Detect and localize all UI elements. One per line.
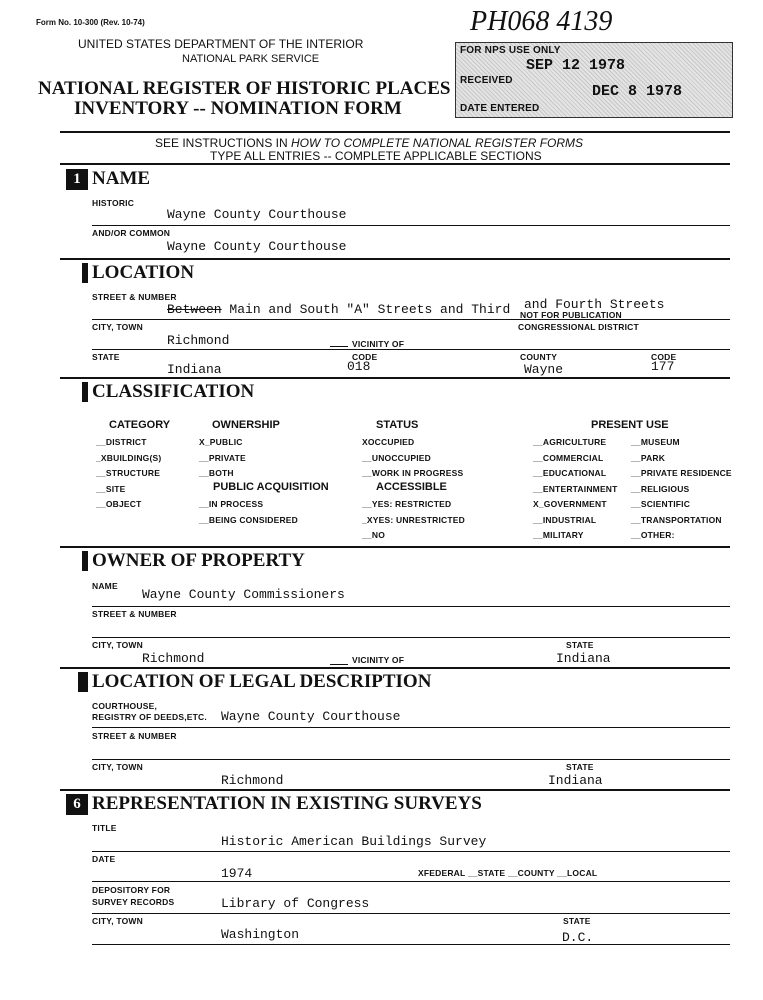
- county-value: Wayne: [524, 362, 564, 377]
- use-commercial: __COMMERCIAL: [533, 452, 604, 463]
- present-use-col1: [533, 437, 618, 546]
- handwritten-id: PH068 4139: [470, 6, 613, 37]
- use-government: X_GOVERNMENT: [533, 499, 607, 509]
- county-label: COUNTY: [520, 352, 558, 362]
- category-buildings: _XBUILDING(S): [96, 452, 162, 463]
- depository-value: Library of Congress: [221, 896, 370, 911]
- common-value: Wayne County Courthouse: [167, 239, 347, 254]
- survey-title-value: Historic American Buildings Survey: [221, 834, 487, 849]
- use-educational: __EDUCATIONAL: [533, 468, 607, 478]
- section-2-number: [82, 263, 88, 283]
- survey-state-label: STATE: [563, 916, 591, 926]
- ownership-header: OWNERSHIP: [212, 419, 280, 431]
- owner-vicinity-label: VICINITY OF: [352, 655, 405, 665]
- section-5-number: [78, 672, 88, 692]
- acquisition-in-process: __IN PROCESS: [199, 499, 264, 509]
- not-for-publication-label: NOT FOR PUBLICATION: [520, 310, 622, 320]
- acquisition-being-considered: __BEING CONSIDERED: [199, 514, 299, 525]
- use-museum: __MUSEUM: [631, 437, 680, 447]
- use-private-residence: __PRIVATE RESIDENCE: [631, 468, 732, 478]
- state-value: Indiana: [167, 362, 222, 377]
- section-3-title: CLASSIFICATION: [92, 381, 255, 402]
- use-transportation: __TRANSPORTATION: [631, 514, 722, 525]
- use-entertainment: __ENTERTAINMENT: [533, 483, 618, 494]
- street-label: STREET & NUMBER: [92, 292, 177, 302]
- legal-state-label: STATE: [566, 762, 594, 772]
- depository-label-2: SURVEY RECORDS: [92, 897, 175, 907]
- congressional-district-label: CONGRESSIONAL DISTRICT: [518, 322, 639, 332]
- date-entered-label: DATE ENTERED: [460, 103, 540, 114]
- section-1-number: 1: [66, 169, 88, 190]
- owner-name-label: NAME: [92, 581, 118, 591]
- entered-stamp: DEC 8 1978: [592, 83, 683, 100]
- owner-state-value: Indiana: [556, 651, 611, 666]
- present-use-header: PRESENT USE: [591, 419, 669, 431]
- county-code-label: CODE: [651, 352, 677, 362]
- received-label: RECEIVED: [460, 75, 513, 86]
- received-stamp: SEP 12 1978: [526, 57, 626, 74]
- nps-header: FOR NPS USE ONLY: [460, 45, 561, 56]
- street-value-2: and Fourth Streets: [524, 297, 665, 312]
- courthouse-label-1: COURTHOUSE,: [92, 701, 158, 711]
- historic-label: HISTORIC: [92, 198, 135, 208]
- owner-city-label: CITY, TOWN: [92, 640, 143, 650]
- present-use-col2: [631, 437, 732, 546]
- category-object: __OBJECT: [96, 499, 142, 509]
- survey-city-value: Washington: [221, 927, 300, 942]
- use-religious: __RELIGIOUS: [631, 483, 690, 494]
- section-6-title: REPRESENTATION IN EXISTING SURVEYS: [92, 793, 482, 814]
- category-list: [96, 437, 161, 515]
- vicinity-label: VICINITY OF: [352, 339, 405, 349]
- status-occupied: XOCCUPIED: [362, 437, 415, 447]
- section-5-title: LOCATION OF LEGAL DESCRIPTION: [92, 671, 432, 692]
- legal-state-value: Indiana: [548, 773, 603, 788]
- service-name: NATIONAL PARK SERVICE: [182, 53, 320, 65]
- use-park: __PARK: [631, 452, 666, 463]
- category-structure: __STRUCTURE: [96, 468, 161, 478]
- ownership-private: __PRIVATE: [199, 452, 246, 463]
- ownership-public: X_PUBLIC: [199, 437, 243, 447]
- status-header: STATUS: [376, 419, 419, 431]
- section-4-title: OWNER OF PROPERTY: [92, 550, 305, 571]
- accessible-restricted: __YES: RESTRICTED: [362, 499, 452, 509]
- courthouse-label-2: REGISTRY OF DEEDS,ETC.: [92, 712, 207, 722]
- state-code-value: 018: [347, 359, 371, 374]
- owner-state-label: STATE: [566, 640, 594, 650]
- ownership-both: __BOTH: [199, 468, 234, 478]
- common-label: AND/OR COMMON: [92, 228, 171, 238]
- accessible-unrestricted: _XYES: UNRESTRICTED: [362, 514, 465, 525]
- owner-city-value: Richmond: [142, 651, 205, 666]
- section-1-title: NAME: [92, 168, 151, 189]
- accessible-no: __NO: [362, 530, 386, 540]
- survey-title-label: TITLE: [92, 823, 117, 833]
- use-scientific: __SCIENTIFIC: [631, 499, 691, 509]
- county-code-value: 177: [651, 359, 675, 374]
- use-agriculture: __AGRICULTURE: [533, 437, 607, 447]
- survey-city-label: CITY, TOWN: [92, 916, 143, 926]
- depository-label-1: DEPOSITORY FOR: [92, 885, 171, 895]
- street-value: Between Main and South "A" Streets and Third: [167, 302, 511, 317]
- form-number: Form No. 10-300 (Rev. 10-74): [36, 18, 145, 27]
- form-title-line1: NATIONAL REGISTER OF HISTORIC PLACES: [38, 78, 451, 99]
- survey-levels: XFEDERAL __STATE __COUNTY __LOCAL: [418, 868, 598, 878]
- use-other: __OTHER:: [631, 530, 675, 540]
- instructions-line1: SEE INSTRUCTIONS IN HOW TO COMPLETE NATIONAL REGISTER FORMS: [155, 136, 584, 150]
- historic-value: Wayne County Courthouse: [167, 207, 347, 222]
- section-3-number: [82, 382, 88, 402]
- nps-use-box: [455, 42, 733, 118]
- status-unoccupied: __UNOCCUPIED: [362, 452, 431, 463]
- status-list: [362, 437, 463, 484]
- state-label: STATE: [92, 352, 120, 362]
- public-acquisition-header: PUBLIC ACQUISITION: [213, 481, 329, 493]
- survey-state-value: D.C.: [562, 930, 594, 945]
- instructions-line2: TYPE ALL ENTRIES -- COMPLETE APPLICABLE SECTIONS: [210, 149, 542, 163]
- courthouse-value: Wayne County Courthouse: [221, 709, 401, 724]
- owner-street-label: STREET & NUMBER: [92, 609, 177, 619]
- status-work-in-progress: __WORK IN PROGRESS: [362, 468, 464, 478]
- section-4-number: [82, 551, 88, 571]
- survey-date-value: 1974: [221, 866, 253, 881]
- section-6-number: 6: [66, 794, 88, 815]
- accessible-list: [362, 499, 465, 546]
- use-industrial: __INDUSTRIAL: [533, 514, 597, 525]
- category-district: __DISTRICT: [96, 437, 147, 447]
- category-header: CATEGORY: [109, 419, 171, 431]
- section-2-title: LOCATION: [92, 262, 195, 283]
- category-site: __SITE: [96, 483, 126, 494]
- ownership-list: [199, 437, 246, 484]
- department-name: UNITED STATES DEPARTMENT OF THE INTERIOR: [78, 37, 364, 51]
- use-military: __MILITARY: [533, 530, 584, 540]
- legal-street-label: STREET & NUMBER: [92, 731, 177, 741]
- city-label: CITY, TOWN: [92, 322, 143, 332]
- survey-date-label: DATE: [92, 854, 116, 864]
- city-value: Richmond: [167, 333, 230, 348]
- state-code-label: CODE: [352, 352, 378, 362]
- acquisition-list: [199, 499, 298, 530]
- owner-name-value: Wayne County Commissioners: [142, 587, 345, 602]
- legal-city-label: CITY, TOWN: [92, 762, 143, 772]
- legal-city-value: Richmond: [221, 773, 284, 788]
- form-title-line2: INVENTORY -- NOMINATION FORM: [74, 98, 402, 119]
- accessible-header: ACCESSIBLE: [376, 481, 447, 493]
